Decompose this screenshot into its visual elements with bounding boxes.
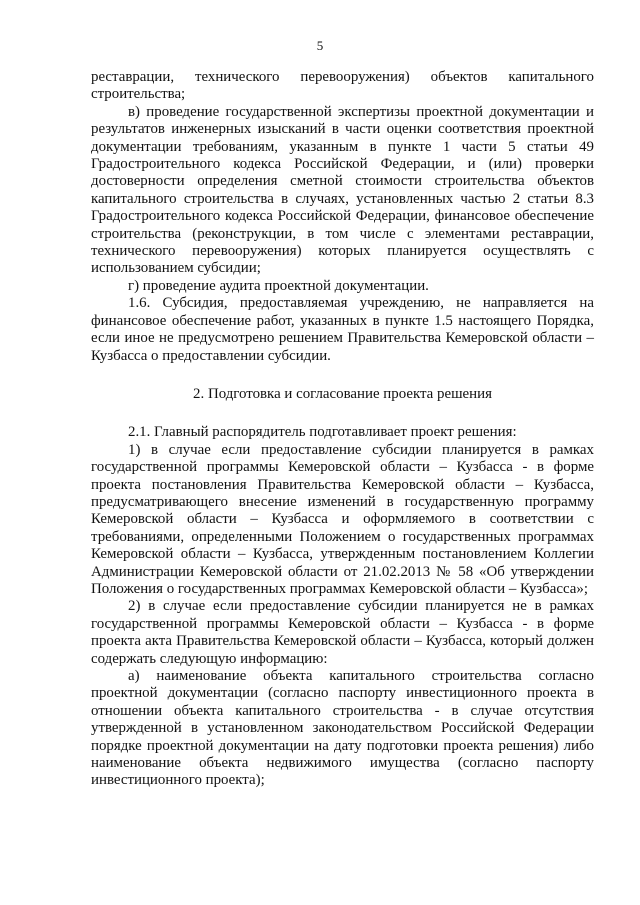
document-body — [91, 69, 594, 790]
spacer — [91, 403, 594, 424]
paragraph-item-v: в) проведение государственной экспертизы проектной документации и результатов инженерных изысканий в части оценки соответствия проектной документации требованиям, указанным в пункте 1 части 5 статьи 49 Градостроительного кодекса Российской Федерации, и (или) проверки достоверности определения сметной стоимости строительства объектов капитального строительства в случаях, установленных частью 2 статьи 8.3 Градостроительного кодекса Российской Федерации, финансовое обеспечение строительства (реконструкции, в том числе с элементами реставрации, технического перевооружения) которых планируется осуществлять с использованием субсидии; — [91, 103, 594, 277]
section-heading: 2. Подготовка и согласование проекта решения — [193, 385, 492, 402]
paragraph-item-1: 1) в случае если предоставление субсидии планируется в рамках государственной программы Кемеровской области – Кузбасса - в форме проекта постановления Правительства Кемеровской области – Кузбасса, предусматривающего внесение изменений в государственную программу Кемеровской области – Кузбасса и оформляемого в соответствии с требованиями, определенными Положением о государственных программах Кемеровской области – Кузбасса, утвержденным постановлением Коллегии Администрации Кемеровской области от 21.02.2013 № 58 «Об утверждении Положения о государственных программах Кемеровской области – Кузбасса»; — [91, 441, 594, 597]
paragraph-item-a: а) наименование объекта капитального строительства согласно проектной документации (согласно паспорту инвестиционного проекта в отношении объекта капитального строительства - в случае отсутствия утвержденной в установленном законодательством Российской Федерации порядке проектной документации на дату подготовки проекта решения) либо наименование объекта недвижимого имущества (согласно паспорту инвестиционного проекта); — [91, 668, 594, 789]
paragraph-continuation: реставрации, технического перевооружения) объектов капитального строительства; — [91, 69, 594, 103]
paragraph-item-g: г) проведение аудита проектной документации. — [128, 277, 429, 294]
paragraph-1-6: 1.6. Субсидия, предоставляемая учреждению, не направляется на финансовое обеспечение работ, указанных в пункте 1.5 настоящего Порядка, если иное не предусмотрено решением Правительства Кемеровской области – Кузбасса о предоставлении субсидии. — [91, 295, 594, 364]
paragraph-item-2: 2) в случае если предоставление субсидии планируется не в рамках государственной программы Кемеровской области – Кузбасса - в форме проекта акта Правительства Кемеровской области – Кузбасса, который должен содержать следующую информацию: — [91, 598, 594, 667]
page-number: 5 — [316, 38, 324, 53]
paragraph-2-1: 2.1. Главный распорядитель подготавливает проект решения: — [128, 424, 517, 441]
spacer — [91, 365, 594, 386]
